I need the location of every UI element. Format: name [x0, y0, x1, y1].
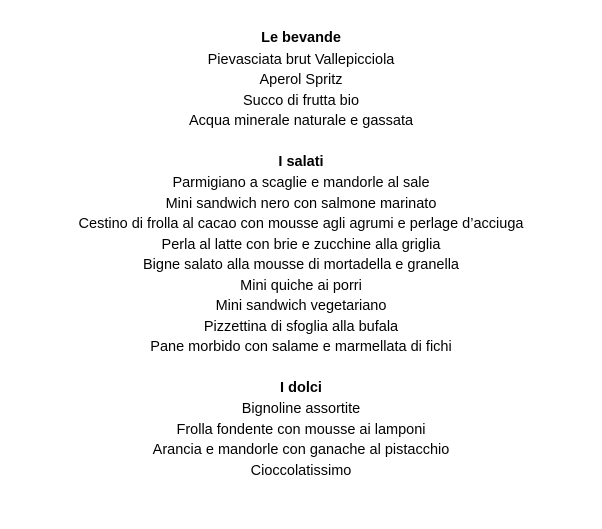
- menu-item: Bignoline assortite: [241, 401, 361, 417]
- menu-section-savory: [0, 152, 602, 358]
- menu-item: Perla al latte con brie e zucchine alla griglia: [161, 236, 441, 253]
- menu-item: Succo di frutta bio: [242, 92, 360, 109]
- menu-item: Bigne salato alla mousse di mortadella e granella: [143, 257, 459, 273]
- menu-item: Cioccolatissimo: [250, 462, 352, 479]
- menu-item: Pizzettina di sfoglia alla bufala: [203, 318, 399, 335]
- menu-item: Mini quiche ai porri: [240, 277, 362, 294]
- menu-item: Pievasciata brut Vallepicciola: [207, 51, 395, 68]
- menu-item: Mini sandwich vegetariano: [215, 298, 387, 314]
- menu-item: Frolla fondente con mousse ai lamponi: [176, 421, 426, 438]
- menu-item: Cestino di frolla al cacao con mousse agli agrumi e perlage d’acciuga: [78, 216, 524, 232]
- menu-item: Aperol Spritz: [259, 72, 343, 88]
- section-title-drinks: Le bevande: [261, 30, 341, 46]
- menu-section-sweets: [0, 378, 602, 482]
- menu-section-drinks: [0, 28, 602, 132]
- menu-item: Parmigiano a scaglie e mandorle al sale: [172, 175, 430, 191]
- section-title-sweets: I dolci: [280, 379, 322, 396]
- menu-item: Arancia e mandorle con ganache al pistacchio: [152, 442, 450, 458]
- menu-item: Pane morbido con salame e marmellata di fichi: [150, 339, 452, 355]
- menu-item: Mini sandwich nero con salmone marinato: [165, 195, 437, 212]
- section-title-savory: I salati: [278, 153, 324, 170]
- menu-item: Acqua minerale naturale e gassata: [188, 113, 414, 129]
